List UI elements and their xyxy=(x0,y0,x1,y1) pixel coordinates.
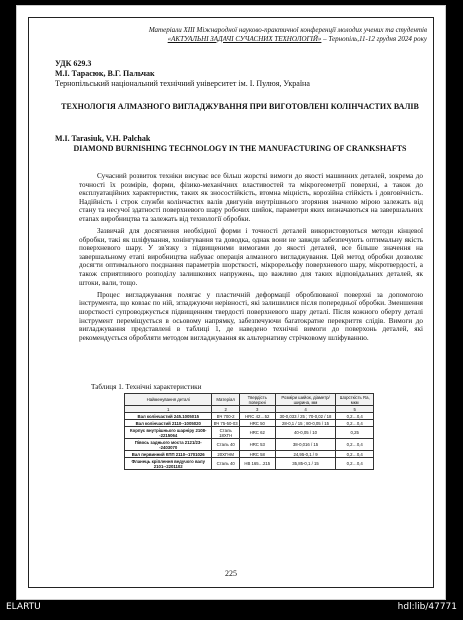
article-body xyxy=(79,172,423,346)
table-cell: ВЧ 700-2 xyxy=(212,413,239,420)
page-number: 225 xyxy=(225,569,237,578)
table-cell: НВ 165…215 xyxy=(239,458,275,470)
paragraph: Процес вигладжування полягає у пластичній деформації оброблюваної поверхні за допомогою інструмента, що ковзає по ній, згладжуючи нерівності, які залишилися після попередньої обробки. Зменшення шорсткості супроводжується підвищенням твердості поверхневого шару деталі. Після кожного оберту деталі інструмент переміщується в осьовому напрямку, забезпечуючи багатократне перекриття слідів. Вимоги до вигладжування представлені в таблиці 1, де наведено технічні вимоги до поверхонь деталей, які рекомендується обробляти методом вигладжування як альтернативу стрічковому шліфуванню. xyxy=(79,290,423,342)
table-cell: Сталь 40 xyxy=(212,458,239,470)
table-row xyxy=(125,420,374,427)
table-column-number: 2 xyxy=(212,406,239,413)
table-cell: HRC 53 xyxy=(239,439,275,451)
conference-place-date: – Тернопіль,11-12 грудня 2024 року xyxy=(321,34,427,43)
authors-en: M.I. Tarasiuk, V.H. Palchak xyxy=(55,134,151,143)
conference-title: «АКТУАЛЬНІ ЗАДАЧІ СУЧАСНИХ ТЕХНОЛОГІЙ» xyxy=(167,34,322,43)
table-header-row xyxy=(125,394,374,406)
table-cell: HRC 58 xyxy=(239,451,275,458)
table-cell: 24,95-0,1 / 9 xyxy=(275,451,336,458)
table-header-cell: Розміри шийок, діаметр/ширина, мм xyxy=(275,394,336,406)
table-cell: HRC 62 xyxy=(239,427,275,439)
conference-line-2 xyxy=(47,35,427,44)
article-header xyxy=(55,59,310,89)
table-header-cell: Шорсткість Ra, мкм xyxy=(336,394,374,406)
table-cell: 35,85-0,1 / 15 xyxy=(275,458,336,470)
conference-header xyxy=(47,26,427,43)
table-cell: HRC 50 xyxy=(239,420,275,427)
document-page xyxy=(17,6,445,599)
table-row xyxy=(125,458,374,470)
table-cell: 0,2…0,4 xyxy=(336,458,374,470)
table-cell: 0,2…0,4 xyxy=(336,420,374,427)
table-cell: Вал колінчастий 245.1005015 xyxy=(125,413,212,420)
table-cell: 0,2…0,4 xyxy=(336,451,374,458)
table-cell: 20ХГНМ xyxy=(212,451,239,458)
table-cell: 0,2…0,4 xyxy=(336,413,374,420)
table-cell: Вал колінчастий 2110--1005020 xyxy=(125,420,212,427)
table-cell: 0,25 xyxy=(336,427,374,439)
affiliation: Тернопільський національний технічний університет ім. І. Пулюя, Україна xyxy=(55,79,310,88)
table-cell: 28-0,1 / 15 ; 80-0,05 / 15 xyxy=(275,420,336,427)
table-cell: Півось заднього моста 2121/23--2403070 xyxy=(125,439,212,451)
table-header-cell: Найменування деталі xyxy=(125,394,212,406)
table-row xyxy=(125,413,374,420)
table-cell: Корпус внутрішнього шарніру 2108--2215064 xyxy=(125,427,212,439)
table-cell: HRC 42…52 xyxy=(239,413,275,420)
paragraph: Сучасний розвиток техніки висуває все більш жорсткі вимоги до якості машинних деталей, зокрема до точності їх розмірів, форми, фізико-механічних властивостей та мікрогеометрії поверхні, а також до експлуатаційних характеристик, таких як зносостійкість, втомна міцність, корозійна стійкість і довговічність. Надійність і строк служби колінчастих валів двигунів внутрішнього згоряння значною мірою залежать від стану та несучої здатності поверхневого шару робочих шийок, параметри яких визначаються на завершальних етапах виробництва та залежать від технології обробки. xyxy=(79,172,423,223)
table-number-row xyxy=(125,406,374,413)
table-cell: 40-0,05 / 10 xyxy=(275,427,336,439)
table-cell: 0,2…0,4 xyxy=(336,439,374,451)
table-cell: Сталь 18ХГН xyxy=(212,427,239,439)
table-caption: Таблиця 1. Технічні характеристики xyxy=(91,383,202,391)
table-cell: Сталь 40 xyxy=(212,439,239,451)
title-en: DIAMOND BURNISHING TECHNOLOGY IN THE MANUFACTURING OF CRANKSHAFTS xyxy=(73,144,407,153)
table-cell: 30-0,033 / 25 ; 70-0,02 / 18 xyxy=(275,413,336,420)
table-header-cell: Твердість поверхні xyxy=(239,394,275,406)
title-ua: ТЕХНОЛОГІЯ АЛМАЗНОГО ВИГЛАДЖУВАННЯ ПРИ ВИГОТОВЛЕНІ КОЛІНЧАСТИХ ВАЛІВ xyxy=(61,102,419,111)
table-row xyxy=(125,439,374,451)
footer-handle: hdl:lib/47771 xyxy=(397,602,457,612)
table-cell: Вал первинний КПП 2110--1701026 xyxy=(125,451,212,458)
table-cell: ВЧ 75-50-03 xyxy=(213,420,238,426)
udk-code: УДК 629.3 xyxy=(55,59,92,68)
conference-line-1: Матеріали XIII Міжнародної науково-практичної конференції молодих учених та студентів xyxy=(148,26,427,34)
table-column-number: 3 xyxy=(239,406,275,413)
table-cell: 38-0,016 / 15 xyxy=(275,439,336,451)
table-column-number: 1 xyxy=(125,406,212,413)
table-column-number: 4 xyxy=(275,406,336,413)
table-header-cell: Матеріал xyxy=(212,394,239,406)
paragraph: Зазвичай для досягнення необхідної форми і точності деталей використовуються методи кінцевої обробки, такі як шліфування, хонінгування та доводка, однак вони не завжди забезпечують оптимальну якість поверхневого шару. У зв'язку з підвищеними вимогами до якості деталей, все більше значення на завершальному етапі виробництва набуває операція алмазного вигладжування. Цей метод обробки дозволяє досягти оптимального поєднання параметрів шорсткості, мікрорельєфу поверхневого шару, мікротвердості, а також сприятливого розподілу залишкових напружень, що важливо для таких відповідальних деталей, як штоки, вали, тощо. xyxy=(79,227,423,287)
table-row xyxy=(125,451,374,458)
specs-table xyxy=(124,393,374,470)
table-cell: Фланець кріплення ведучого валу 2101--2201102 xyxy=(125,458,212,470)
footer-repository-label: ELARTU xyxy=(6,602,41,612)
table-column-number: 5 xyxy=(336,406,374,413)
table-row xyxy=(125,427,374,439)
authors-ua: М.І. Тарасюк, В.Г. Пальчак xyxy=(55,69,155,78)
